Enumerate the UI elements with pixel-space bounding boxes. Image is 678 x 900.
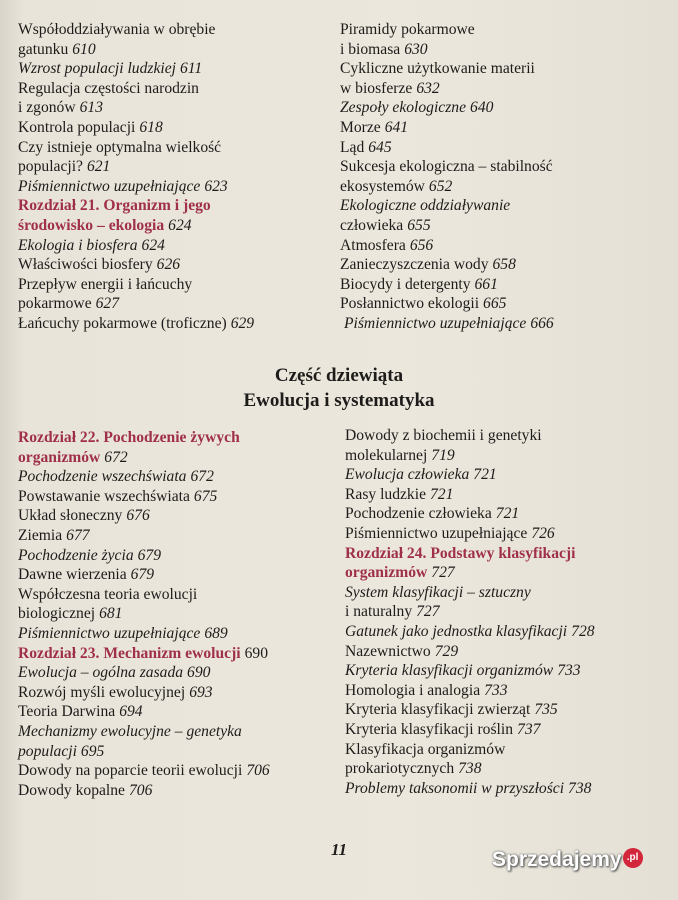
watermark-logo: Sprzedajemy .pl <box>492 848 643 872</box>
toc-entry: Kryteria klasyfikacji zwierząt 735 <box>345 701 558 719</box>
toc-entry: w biosferze 632 <box>340 79 440 97</box>
toc-column-top-right <box>340 20 670 334</box>
toc-column-bottom-right <box>345 426 675 798</box>
toc-entry: Zespoły ekologiczne 640 <box>340 99 494 117</box>
toc-entry: i biomasa 630 <box>340 40 428 58</box>
toc-entry: Łańcuchy pokarmowe (troficzne) 629 <box>18 314 255 332</box>
toc-entry: Czy istnieje optymalna wielkość <box>18 138 222 156</box>
toc-entry: Pochodzenie wszechświata 672 <box>18 468 214 486</box>
chapter-heading: Rozdział 23. Mechanizm ewolucji 690 <box>18 644 268 662</box>
toc-entry: prokariotycznych 738 <box>345 760 482 778</box>
toc-entry: populacji? 621 <box>18 158 111 176</box>
toc-entry: Ewolucja – ogólna zasada 690 <box>18 664 211 682</box>
toc-entry: Kontrola populacji 618 <box>18 118 163 136</box>
toc-entry: Ląd 645 <box>340 138 392 156</box>
toc-entry: pokarmowe 627 <box>18 295 120 313</box>
toc-entry: Homologia i analogia 733 <box>345 681 508 699</box>
page-number: 11 <box>330 840 348 859</box>
toc-entry: Piśmiennictwo uzupełniające 726 <box>345 524 555 542</box>
toc-entry: Sukcesja ekologiczna – stabilność <box>340 158 553 176</box>
toc-entry: Dowody kopalne 706 <box>18 781 153 799</box>
toc-entry: System klasyfikacji – sztuczny <box>345 583 531 601</box>
chapter-heading: organizmów 727 <box>345 564 455 582</box>
toc-entry: Ewolucja człowieka 721 <box>345 466 497 484</box>
toc-column-top-left <box>18 20 328 334</box>
chapter-heading: Rozdział 21. Organizm i jego <box>18 197 211 215</box>
toc-entry: Dowody z biochemii i genetyki <box>345 427 542 444</box>
part-title: Ewolucja i systematyka <box>243 390 435 411</box>
toc-entry: Rasy ludzkie 721 <box>345 485 454 503</box>
toc-entry: Piśmiennictwo uzupełniające 623 <box>18 177 228 195</box>
toc-entry: Pochodzenie człowieka 721 <box>345 505 520 523</box>
toc-entry: Cykliczne użytkowanie materii <box>340 60 535 78</box>
toc-entry: Zanieczyszczenia wody 658 <box>340 256 516 274</box>
toc-column-bottom-left <box>18 428 336 800</box>
toc-entry: Kryteria klasyfikacji roślin 737 <box>345 720 541 738</box>
toc-entry: Regulacja częstości narodzin <box>18 79 199 97</box>
toc-entry: Biocydy i detergenty 661 <box>340 275 498 293</box>
toc-entry: Piśmiennictwo uzupełniające 666 <box>344 314 554 332</box>
toc-entry: molekularnej 719 <box>345 446 455 464</box>
toc-entry: Piśmiennictwo uzupełniające 689 <box>18 624 228 642</box>
toc-entry: biologicznej 681 <box>18 605 123 623</box>
toc-entry: Pochodzenie życia 679 <box>18 546 162 564</box>
toc-entry: Wzrost populacji ludzkiej 611 <box>18 60 203 78</box>
toc-entry: Ekologiczne oddziaływanie <box>340 197 511 215</box>
toc-entry: i zgonów 613 <box>18 99 103 117</box>
chapter-heading: Rozdział 22. Pochodzenie żywych <box>18 429 240 446</box>
toc-entry: Ziemia 677 <box>18 526 90 544</box>
toc-entry: Morze 641 <box>340 118 409 136</box>
toc-entry: Problemy taksonomii w przyszłości 738 <box>345 779 592 797</box>
toc-entry: Teoria Darwina 694 <box>18 703 143 721</box>
chapter-heading: środowisko – ekologia 624 <box>18 216 192 234</box>
toc-entry: Posłannictwo ekologii 665 <box>340 295 507 313</box>
toc-entry: Współoddziaływania w obrębie <box>18 21 216 38</box>
toc-entry: Gatunek jako jednostka klasyfikacji 728 <box>345 622 595 640</box>
toc-entry: populacji 695 <box>18 742 105 760</box>
part-label: Część dziewiąta <box>274 365 404 386</box>
toc-entry: Kryteria klasyfikacji organizmów 733 <box>345 662 581 680</box>
toc-entry: Dawne wierzenia 679 <box>18 566 155 584</box>
toc-entry: Klasyfikacja organizmów <box>345 740 506 758</box>
toc-entry: Atmosfera 656 <box>340 236 434 254</box>
toc-entry: Piramidy pokarmowe <box>340 21 475 38</box>
toc-entry: Dowody na poparcie teorii ewolucji 706 <box>18 762 270 780</box>
chapter-heading: organizmów 672 <box>18 448 128 466</box>
chapter-heading: Rozdział 24. Podstawy klasyfikacji <box>345 544 576 562</box>
toc-entry: Układ słoneczny 676 <box>18 507 150 525</box>
toc-entry: Ekologia i biosfera 624 <box>18 236 165 254</box>
toc-entry: Właściwości biosfery 626 <box>18 256 181 274</box>
toc-entry: człowieka 655 <box>340 216 431 234</box>
toc-entry: ekosystemów 652 <box>340 177 453 195</box>
toc-entry: Nazewnictwo 729 <box>345 642 459 660</box>
toc-entry: gatunku 610 <box>18 40 96 58</box>
toc-entry: Współczesna teoria ewolucji <box>18 585 198 603</box>
toc-entry: Powstawanie wszechświata 675 <box>18 487 218 505</box>
toc-entry: i naturalny 727 <box>345 603 440 621</box>
toc-entry: Rozwój myśli ewolucyjnej 693 <box>18 683 213 701</box>
toc-entry: Mechanizmy ewolucyjne – genetyka <box>18 722 242 740</box>
toc-entry: Przepływ energii i łańcuchy <box>18 275 193 293</box>
